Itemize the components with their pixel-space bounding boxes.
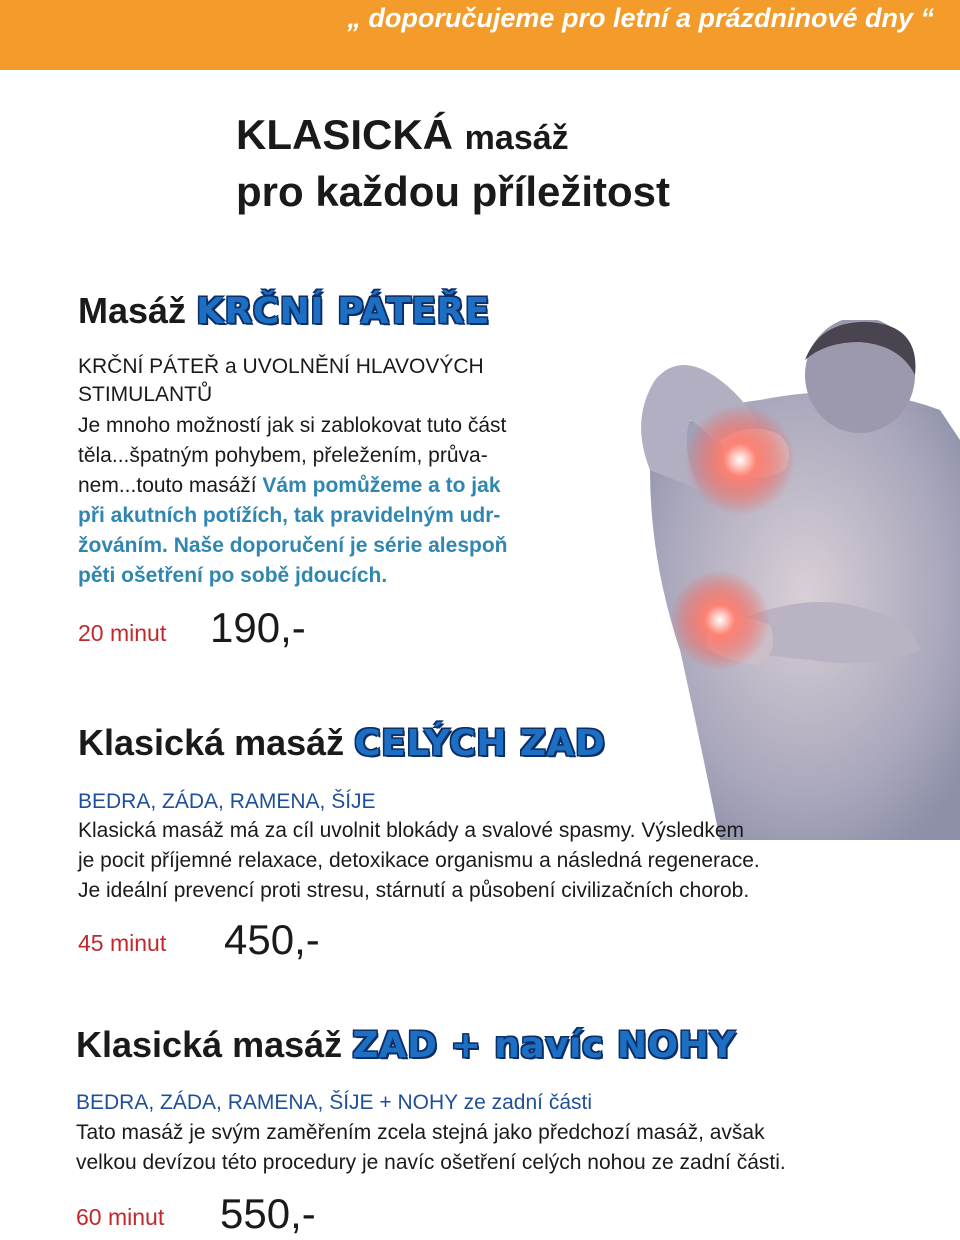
section-1-subtitle [78,353,484,409]
top-banner [0,0,960,70]
section-2-body-line: Klasická masáž má za cíl uvolnit blokády a svalové spasmy. Výsledkem [78,819,745,842]
section-1-duration: 20 minut [78,620,167,646]
section-2-heading-plain: Klasická masáž [78,722,345,763]
section-3-heading-plain: Klasická masáž [76,1024,343,1065]
section-2-heading [78,722,605,764]
section-1-heading-highlight: KRČNÍ PÁTEŘE [196,291,490,332]
section-3-subtitle: BEDRA, ZÁDA, RAMENA, ŠÍJE + NOHY ze zadní části [76,1091,593,1114]
section-1-heading-plain: Masáž [78,290,187,331]
section-1-body-line: pěti ošetření po sobě jdoucích. [78,564,388,587]
section-1-heading [78,290,490,332]
section-3-body-line: velkou devízou této procedury je navíc ošetření celých nohou ze zadní části. [76,1151,786,1174]
title-line2: pro každou příležitost [236,168,671,215]
section-2-duration: 45 minut [78,930,167,956]
section-1-price: 190,- [210,604,306,651]
title-rest: masáž [464,119,569,157]
section-1-body-line: těla...špatným pohybem, přeležením, průva- [78,444,488,467]
section-2-body [78,816,760,906]
section-2-heading-highlight: CELÝCH ZAD [354,723,606,764]
section-1-body-line: při akutních potížích, tak pravidelným udr- [78,504,501,527]
section-3-duration: 60 minut [76,1204,165,1230]
man-back-pain-photo [610,320,960,840]
title-bold: KLASICKÁ [236,111,453,158]
section-2-body-line: Je ideální prevencí proti stresu, stárnutí a působení civilizačních chorob. [78,879,750,902]
page-title [236,108,670,219]
section-3-body-line: Tato masáž je svým zaměřením zcela stejná jako předchozí masáž, avšak [76,1121,765,1144]
banner-slogan: „ doporučujeme pro letní a prázdninové dny “ [347,3,934,33]
section-1-body-line: Je mnoho možností jak si zablokovat tuto část [78,414,507,437]
section-1-body-line: žováním. Naše doporučení je série alespoň [78,534,508,557]
section-2-body-line: je pocit příjemné relaxace, detoxikace organismu a následná regenerace. [78,849,760,872]
section-3-body [76,1118,786,1178]
section-1-subtitle-line: STIMULANTŮ [78,383,213,406]
section-2-price: 450,- [224,916,320,963]
section-1-subtitle-line: KRČNÍ PÁTEŘ a UVOLNĚNÍ HLAVOVÝCH [78,355,484,378]
section-3-heading [76,1024,736,1066]
section-3-price: 550,- [220,1190,316,1237]
section-1-body [78,411,507,591]
section-3-heading-highlight: ZAD + navíc NOHY [352,1025,736,1066]
section-2-subtitle: BEDRA, ZÁDA, RAMENA, ŠÍJE [78,790,376,813]
section-1-body-line: nem...touto masáží Vám pomůžeme a to jak [78,474,501,497]
